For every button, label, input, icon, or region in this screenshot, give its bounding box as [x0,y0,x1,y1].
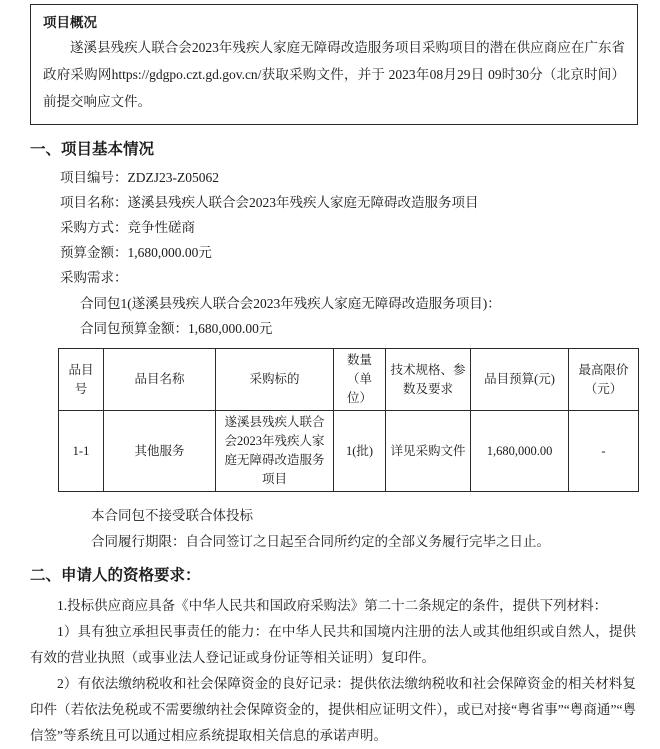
contract-package-block [80,291,660,341]
cell-quantity-unit: 1(批) [334,411,386,492]
contract-term-note: 合同履行期限：自合同签订之日起至合同所约定的全部义务履行完毕之日止。 [91,534,550,549]
procurement-demand-line: 采购需求： [60,270,128,285]
col-header-max-price: 最高限价（元） [569,349,639,411]
col-header-procurement-subject: 采购标的 [216,349,334,411]
procurement-site-url[interactable]: https://gdgpo.czt.gd.gov.cn/ [111,67,262,82]
overview-text-after-url: 获取采购文件，并于 2023年08月29日 09时30分（北京时间）前提交响应文件。 [43,67,626,109]
project-name-line: 项目名称：遂溪县残疾人联合会2023年残疾人家庭无障碍改造服务项目 [60,195,479,210]
project-overview-box [30,4,638,125]
cell-item-budget: 1,680,000.00 [471,411,569,492]
items-table [58,348,639,492]
no-consortium-note: 本合同包不接受联合体投标 [91,508,253,523]
col-header-quantity-unit: 数量（单位） [334,349,386,411]
procurement-notice-page [0,4,660,743]
overview-text-before-url: 遂溪县残疾人联合会2023年残疾人家庭无障碍改造服务项目采购项目的潜在供应商应在广东省政府采购网 [43,40,625,82]
procurement-method-line: 采购方式：竞争性磋商 [60,220,195,235]
qualification-item1-paragraph: 1）具有独立承担民事责任的能力：在中华人民共和国境内注册的法人或其他组织或自然人，提供有效的营业执照（或事业法人登记证或身份证等相关证明）复印件。 [30,624,636,665]
qualification-intro-paragraph: 1.投标供应商应具备《中华人民共和国政府采购法》第二十二条规定的条件，提供下列材料： [57,598,608,613]
section1-heading: 一、项目基本情况 [30,141,155,158]
overview-title: 项目概况 [43,15,97,30]
qualification-requirements-block [30,593,636,749]
project-info-list [60,165,660,290]
budget-amount-line: 预算金额：1,680,000.00元 [60,245,212,260]
contract-notes-block [91,503,660,555]
col-header-item-budget: 品目预算(元) [471,349,569,411]
cell-item-name: 其他服务 [104,411,216,492]
table-header-row [59,349,639,411]
project-number-line: 项目编号：ZDZJ23-Z05062 [60,170,219,185]
cell-item-no: 1-1 [59,411,104,492]
overview-paragraph [43,34,625,115]
table-row [59,411,639,492]
contract-package-budget-line: 合同包预算金额：1,680,000.00元 [80,321,273,336]
qualification-item2-paragraph: 2）有依法缴纳税收和社会保障资金的良好记录：提供依法缴纳税收和社会保障资金的相关材料复印件（若依法免税或不需要缴纳社会保障资金的，提供相应证明文件），或已对接“粤省事”“粤商通”“粤信签”等系统且可以通过相应系统提取相关信息的承诺声明。 [30,676,636,743]
col-header-tech-specs: 技术规格、参数及要求 [386,349,471,411]
col-header-item-no: 品目号 [59,349,104,411]
cell-max-price: - [569,411,639,492]
contract-package-title-line: 合同包1(遂溪县残疾人联合会2023年残疾人家庭无障碍改造服务项目)： [80,296,501,311]
col-header-item-name: 品目名称 [104,349,216,411]
cell-tech-specs: 详见采购文件 [386,411,471,492]
section2-heading: 二、申请人的资格要求： [30,567,201,584]
cell-procurement-subject: 遂溪县残疾人联合会2023年残疾人家庭无障碍改造服务项目 [216,411,334,492]
